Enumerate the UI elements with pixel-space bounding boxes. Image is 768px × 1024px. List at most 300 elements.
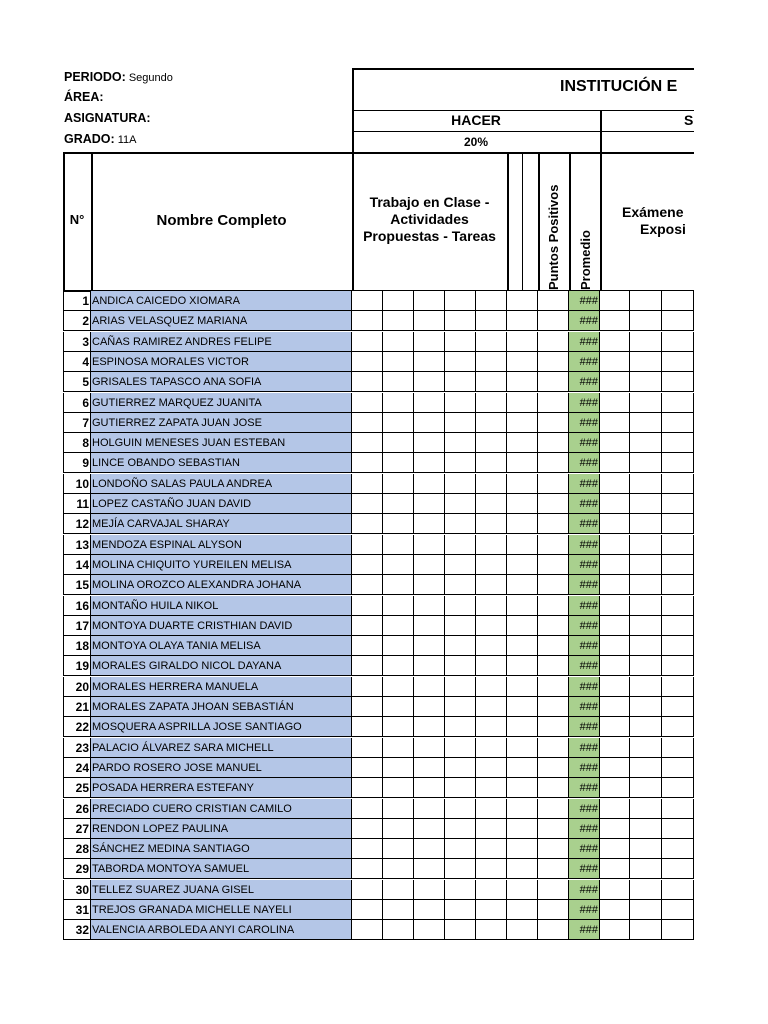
saber-grade-cell[interactable] [600, 636, 630, 656]
student-name[interactable]: MONTOYA DUARTE CRISTHIAN DAVID [91, 616, 352, 636]
student-name[interactable]: PALACIO ÁLVAREZ SARA MICHELL [91, 738, 352, 758]
saber-grade-cell[interactable] [600, 738, 630, 758]
saber-grade-cell[interactable] [600, 575, 630, 595]
student-name[interactable]: MORALES GIRALDO NICOL DAYANA [91, 656, 352, 676]
grade-cell[interactable] [476, 616, 507, 636]
grade-cell[interactable] [507, 555, 538, 575]
saber-grade-cell[interactable] [600, 453, 630, 473]
grade-cell[interactable] [445, 393, 476, 413]
promedio-cell[interactable]: ### [569, 799, 600, 819]
grade-cell[interactable] [383, 677, 414, 697]
promedio-cell[interactable]: ### [569, 433, 600, 453]
grade-cell[interactable] [352, 291, 383, 311]
student-name[interactable]: GUTIERREZ ZAPATA JUAN JOSE [91, 413, 352, 433]
grade-cell[interactable] [383, 616, 414, 636]
saber-grade-cell[interactable] [630, 393, 662, 413]
saber-grade-cell[interactable] [662, 677, 694, 697]
saber-grade-cell[interactable] [662, 656, 694, 676]
grade-cell[interactable] [414, 352, 445, 372]
grade-cell[interactable] [445, 778, 476, 798]
saber-grade-cell[interactable] [662, 596, 694, 616]
saber-grade-cell[interactable] [600, 352, 630, 372]
promedio-cell[interactable]: ### [569, 535, 600, 555]
grade-cell[interactable] [352, 697, 383, 717]
grade-cell[interactable] [383, 291, 414, 311]
promedio-cell[interactable]: ### [569, 413, 600, 433]
promedio-cell[interactable]: ### [569, 596, 600, 616]
saber-grade-cell[interactable] [600, 839, 630, 859]
grade-cell[interactable] [383, 758, 414, 778]
grade-cell[interactable] [383, 372, 414, 392]
grade-cell[interactable] [507, 636, 538, 656]
saber-grade-cell[interactable] [630, 656, 662, 676]
grade-cell[interactable] [383, 839, 414, 859]
grade-cell[interactable] [352, 677, 383, 697]
grade-cell[interactable] [445, 717, 476, 737]
saber-grade-cell[interactable] [600, 372, 630, 392]
grade-cell[interactable] [507, 717, 538, 737]
saber-grade-cell[interactable] [630, 819, 662, 839]
saber-grade-cell[interactable] [600, 900, 630, 920]
grade-cell[interactable] [507, 494, 538, 514]
grade-cell[interactable] [538, 575, 569, 595]
grade-cell[interactable] [383, 656, 414, 676]
grade-cell[interactable] [414, 839, 445, 859]
saber-grade-cell[interactable] [662, 555, 694, 575]
grade-cell[interactable] [383, 778, 414, 798]
grade-cell[interactable] [383, 819, 414, 839]
grade-cell[interactable] [476, 332, 507, 352]
grade-cell[interactable] [538, 656, 569, 676]
saber-grade-cell[interactable] [600, 332, 630, 352]
grade-cell[interactable] [352, 900, 383, 920]
grade-cell[interactable] [507, 880, 538, 900]
saber-grade-cell[interactable] [662, 433, 694, 453]
grade-cell[interactable] [476, 413, 507, 433]
promedio-cell[interactable]: ### [569, 758, 600, 778]
student-name[interactable]: MOLINA OROZCO ALEXANDRA JOHANA [91, 575, 352, 595]
grade-cell[interactable] [414, 799, 445, 819]
grade-cell[interactable] [538, 900, 569, 920]
grade-cell[interactable] [414, 535, 445, 555]
saber-grade-cell[interactable] [662, 514, 694, 534]
grade-cell[interactable] [507, 575, 538, 595]
saber-grade-cell[interactable] [630, 352, 662, 372]
saber-grade-cell[interactable] [662, 738, 694, 758]
grade-cell[interactable] [507, 778, 538, 798]
grade-cell[interactable] [476, 900, 507, 920]
student-name[interactable]: LONDOÑO SALAS PAULA ANDREA [91, 474, 352, 494]
grade-cell[interactable] [352, 352, 383, 372]
promedio-cell[interactable]: ### [569, 575, 600, 595]
promedio-cell[interactable]: ### [569, 474, 600, 494]
student-name[interactable]: GRISALES TAPASCO ANA SOFIA [91, 372, 352, 392]
grade-cell[interactable] [352, 514, 383, 534]
grade-cell[interactable] [507, 839, 538, 859]
grade-cell[interactable] [476, 758, 507, 778]
saber-grade-cell[interactable] [630, 413, 662, 433]
saber-grade-cell[interactable] [662, 616, 694, 636]
grade-cell[interactable] [414, 494, 445, 514]
saber-grade-cell[interactable] [662, 474, 694, 494]
student-name[interactable]: LOPEZ CASTAÑO JUAN DAVID [91, 494, 352, 514]
grade-cell[interactable] [383, 859, 414, 879]
saber-grade-cell[interactable] [600, 819, 630, 839]
grade-cell[interactable] [414, 453, 445, 473]
grade-cell[interactable] [383, 880, 414, 900]
grade-cell[interactable] [507, 413, 538, 433]
saber-grade-cell[interactable] [600, 393, 630, 413]
grade-cell[interactable] [352, 372, 383, 392]
grade-cell[interactable] [445, 880, 476, 900]
grade-cell[interactable] [538, 697, 569, 717]
grade-cell[interactable] [414, 778, 445, 798]
grade-cell[interactable] [352, 453, 383, 473]
promedio-cell[interactable]: ### [569, 839, 600, 859]
grade-cell[interactable] [352, 494, 383, 514]
grade-cell[interactable] [383, 636, 414, 656]
promedio-cell[interactable]: ### [569, 656, 600, 676]
grade-cell[interactable] [352, 778, 383, 798]
grade-cell[interactable] [445, 799, 476, 819]
promedio-cell[interactable]: ### [569, 393, 600, 413]
student-name[interactable]: GUTIERREZ MARQUEZ JUANITA [91, 393, 352, 413]
grade-cell[interactable] [445, 433, 476, 453]
grade-cell[interactable] [538, 393, 569, 413]
grade-cell[interactable] [352, 311, 383, 331]
grade-cell[interactable] [507, 291, 538, 311]
grade-cell[interactable] [383, 596, 414, 616]
saber-grade-cell[interactable] [662, 311, 694, 331]
student-name[interactable]: SÁNCHEZ MEDINA SANTIAGO [91, 839, 352, 859]
grade-cell[interactable] [476, 575, 507, 595]
grade-cell[interactable] [445, 535, 476, 555]
student-name[interactable]: MOSQUERA ASPRILLA JOSE SANTIAGO [91, 717, 352, 737]
grade-cell[interactable] [507, 596, 538, 616]
grade-cell[interactable] [476, 514, 507, 534]
grade-cell[interactable] [476, 535, 507, 555]
grade-cell[interactable] [538, 311, 569, 331]
saber-grade-cell[interactable] [630, 738, 662, 758]
saber-grade-cell[interactable] [600, 413, 630, 433]
grade-cell[interactable] [383, 555, 414, 575]
grade-cell[interactable] [414, 393, 445, 413]
saber-grade-cell[interactable] [662, 778, 694, 798]
grade-cell[interactable] [383, 697, 414, 717]
grade-cell[interactable] [507, 758, 538, 778]
promedio-cell[interactable]: ### [569, 311, 600, 331]
grade-cell[interactable] [352, 535, 383, 555]
student-name[interactable]: RENDON LOPEZ PAULINA [91, 819, 352, 839]
saber-grade-cell[interactable] [662, 819, 694, 839]
grade-cell[interactable] [538, 555, 569, 575]
grade-cell[interactable] [352, 656, 383, 676]
saber-grade-cell[interactable] [662, 372, 694, 392]
saber-grade-cell[interactable] [662, 453, 694, 473]
grade-cell[interactable] [352, 738, 383, 758]
promedio-cell[interactable]: ### [569, 372, 600, 392]
grade-cell[interactable] [476, 839, 507, 859]
grade-cell[interactable] [352, 393, 383, 413]
grade-cell[interactable] [383, 920, 414, 940]
saber-grade-cell[interactable] [662, 535, 694, 555]
saber-grade-cell[interactable] [662, 880, 694, 900]
grade-cell[interactable] [414, 596, 445, 616]
saber-grade-cell[interactable] [630, 636, 662, 656]
grade-cell[interactable] [414, 880, 445, 900]
grade-cell[interactable] [538, 332, 569, 352]
grade-cell[interactable] [414, 819, 445, 839]
grade-cell[interactable] [445, 819, 476, 839]
saber-grade-cell[interactable] [662, 352, 694, 372]
grade-cell[interactable] [414, 291, 445, 311]
grade-cell[interactable] [538, 372, 569, 392]
grade-cell[interactable] [445, 555, 476, 575]
student-name[interactable]: TREJOS GRANADA MICHELLE NAYELI [91, 900, 352, 920]
grade-cell[interactable] [383, 717, 414, 737]
grade-cell[interactable] [414, 656, 445, 676]
promedio-cell[interactable]: ### [569, 453, 600, 473]
grade-cell[interactable] [538, 738, 569, 758]
student-name[interactable]: TABORDA MONTOYA SAMUEL [91, 859, 352, 879]
student-name[interactable]: MEJÍA CARVAJAL SHARAY [91, 514, 352, 534]
saber-grade-cell[interactable] [600, 758, 630, 778]
saber-grade-cell[interactable] [662, 758, 694, 778]
grade-cell[interactable] [383, 311, 414, 331]
student-name[interactable]: TELLEZ SUAREZ JUANA GISEL [91, 880, 352, 900]
grade-cell[interactable] [414, 859, 445, 879]
saber-grade-cell[interactable] [662, 494, 694, 514]
saber-grade-cell[interactable] [662, 575, 694, 595]
grade-cell[interactable] [507, 819, 538, 839]
saber-grade-cell[interactable] [600, 616, 630, 636]
saber-grade-cell[interactable] [630, 920, 662, 940]
grade-cell[interactable] [352, 920, 383, 940]
promedio-cell[interactable]: ### [569, 555, 600, 575]
grade-cell[interactable] [414, 474, 445, 494]
grade-cell[interactable] [507, 311, 538, 331]
grade-cell[interactable] [383, 433, 414, 453]
grade-cell[interactable] [538, 859, 569, 879]
saber-grade-cell[interactable] [630, 778, 662, 798]
grade-cell[interactable] [352, 575, 383, 595]
saber-grade-cell[interactable] [630, 596, 662, 616]
grade-cell[interactable] [414, 332, 445, 352]
promedio-cell[interactable]: ### [569, 352, 600, 372]
grade-cell[interactable] [445, 596, 476, 616]
saber-grade-cell[interactable] [630, 291, 662, 311]
saber-grade-cell[interactable] [630, 433, 662, 453]
saber-grade-cell[interactable] [600, 535, 630, 555]
grade-cell[interactable] [507, 393, 538, 413]
grade-cell[interactable] [352, 332, 383, 352]
saber-grade-cell[interactable] [600, 291, 630, 311]
grade-cell[interactable] [538, 433, 569, 453]
saber-grade-cell[interactable] [600, 799, 630, 819]
student-name[interactable]: MONTOYA OLAYA TANIA MELISA [91, 636, 352, 656]
grade-cell[interactable] [445, 474, 476, 494]
saber-grade-cell[interactable] [630, 880, 662, 900]
promedio-cell[interactable]: ### [569, 494, 600, 514]
grade-cell[interactable] [476, 656, 507, 676]
saber-grade-cell[interactable] [630, 575, 662, 595]
saber-grade-cell[interactable] [662, 636, 694, 656]
saber-grade-cell[interactable] [630, 372, 662, 392]
grade-cell[interactable] [383, 535, 414, 555]
grade-cell[interactable] [445, 291, 476, 311]
saber-grade-cell[interactable] [630, 900, 662, 920]
saber-grade-cell[interactable] [662, 859, 694, 879]
grade-cell[interactable] [383, 575, 414, 595]
grade-cell[interactable] [538, 616, 569, 636]
promedio-cell[interactable]: ### [569, 819, 600, 839]
grade-cell[interactable] [476, 778, 507, 798]
grade-cell[interactable] [414, 920, 445, 940]
saber-grade-cell[interactable] [630, 799, 662, 819]
saber-grade-cell[interactable] [600, 311, 630, 331]
grade-cell[interactable] [445, 920, 476, 940]
grade-cell[interactable] [507, 920, 538, 940]
saber-grade-cell[interactable] [630, 311, 662, 331]
student-name[interactable]: MORALES ZAPATA JHOAN SEBASTIÁN [91, 697, 352, 717]
grade-cell[interactable] [352, 616, 383, 636]
grade-cell[interactable] [538, 291, 569, 311]
grade-cell[interactable] [383, 332, 414, 352]
grade-cell[interactable] [383, 738, 414, 758]
saber-grade-cell[interactable] [600, 880, 630, 900]
promedio-cell[interactable]: ### [569, 859, 600, 879]
grade-cell[interactable] [352, 413, 383, 433]
grade-cell[interactable] [538, 514, 569, 534]
grade-cell[interactable] [476, 596, 507, 616]
student-name[interactable]: HOLGUIN MENESES JUAN ESTEBAN [91, 433, 352, 453]
grade-cell[interactable] [414, 311, 445, 331]
grade-cell[interactable] [445, 332, 476, 352]
student-name[interactable]: VALENCIA ARBOLEDA ANYI CAROLINA [91, 920, 352, 940]
student-name[interactable]: MONTAÑO HUILA NIKOL [91, 596, 352, 616]
grade-cell[interactable] [414, 717, 445, 737]
grade-cell[interactable] [445, 859, 476, 879]
grade-cell[interactable] [445, 311, 476, 331]
saber-grade-cell[interactable] [662, 697, 694, 717]
grade-cell[interactable] [507, 514, 538, 534]
grade-cell[interactable] [476, 697, 507, 717]
saber-grade-cell[interactable] [600, 433, 630, 453]
saber-grade-cell[interactable] [630, 859, 662, 879]
grade-cell[interactable] [538, 758, 569, 778]
promedio-cell[interactable]: ### [569, 880, 600, 900]
grade-cell[interactable] [538, 494, 569, 514]
promedio-cell[interactable]: ### [569, 900, 600, 920]
student-name[interactable]: POSADA HERRERA ESTEFANY [91, 778, 352, 798]
grade-cell[interactable] [538, 453, 569, 473]
saber-grade-cell[interactable] [662, 332, 694, 352]
grade-cell[interactable] [352, 555, 383, 575]
saber-grade-cell[interactable] [630, 677, 662, 697]
grade-cell[interactable] [507, 859, 538, 879]
grade-cell[interactable] [476, 677, 507, 697]
grade-cell[interactable] [414, 697, 445, 717]
grade-cell[interactable] [414, 433, 445, 453]
saber-grade-cell[interactable] [600, 474, 630, 494]
saber-grade-cell[interactable] [662, 839, 694, 859]
grade-cell[interactable] [352, 717, 383, 737]
grade-cell[interactable] [476, 819, 507, 839]
student-name[interactable]: ANDICA CAICEDO XIOMARA [91, 291, 352, 311]
grade-cell[interactable] [476, 717, 507, 737]
promedio-cell[interactable]: ### [569, 697, 600, 717]
saber-grade-cell[interactable] [662, 900, 694, 920]
grade-cell[interactable] [383, 474, 414, 494]
saber-grade-cell[interactable] [600, 596, 630, 616]
student-name[interactable]: ESPINOSA MORALES VICTOR [91, 352, 352, 372]
grade-cell[interactable] [383, 900, 414, 920]
grade-cell[interactable] [538, 778, 569, 798]
promedio-cell[interactable]: ### [569, 616, 600, 636]
grade-cell[interactable] [507, 332, 538, 352]
grade-cell[interactable] [507, 677, 538, 697]
saber-grade-cell[interactable] [600, 555, 630, 575]
grade-cell[interactable] [445, 697, 476, 717]
grade-cell[interactable] [383, 352, 414, 372]
grade-cell[interactable] [538, 413, 569, 433]
grade-cell[interactable] [414, 514, 445, 534]
grade-cell[interactable] [383, 799, 414, 819]
grade-cell[interactable] [383, 494, 414, 514]
saber-grade-cell[interactable] [600, 859, 630, 879]
grade-cell[interactable] [414, 575, 445, 595]
grade-cell[interactable] [507, 372, 538, 392]
grade-cell[interactable] [352, 758, 383, 778]
student-name[interactable]: MENDOZA ESPINAL ALYSON [91, 535, 352, 555]
grade-cell[interactable] [476, 352, 507, 372]
grade-cell[interactable] [445, 514, 476, 534]
grade-cell[interactable] [538, 717, 569, 737]
student-name[interactable]: PARDO ROSERO JOSE MANUEL [91, 758, 352, 778]
grade-cell[interactable] [476, 880, 507, 900]
grade-cell[interactable] [414, 758, 445, 778]
saber-grade-cell[interactable] [662, 799, 694, 819]
saber-grade-cell[interactable] [630, 453, 662, 473]
grade-cell[interactable] [445, 738, 476, 758]
saber-grade-cell[interactable] [662, 413, 694, 433]
promedio-cell[interactable]: ### [569, 677, 600, 697]
grade-cell[interactable] [507, 433, 538, 453]
grade-cell[interactable] [445, 677, 476, 697]
promedio-cell[interactable]: ### [569, 291, 600, 311]
grade-cell[interactable] [538, 352, 569, 372]
promedio-cell[interactable]: ### [569, 738, 600, 758]
grade-cell[interactable] [414, 738, 445, 758]
saber-grade-cell[interactable] [630, 332, 662, 352]
saber-grade-cell[interactable] [662, 920, 694, 940]
grade-cell[interactable] [538, 819, 569, 839]
grade-cell[interactable] [476, 372, 507, 392]
grade-cell[interactable] [352, 819, 383, 839]
grade-cell[interactable] [383, 393, 414, 413]
grade-cell[interactable] [476, 433, 507, 453]
grade-cell[interactable] [414, 900, 445, 920]
saber-grade-cell[interactable] [600, 697, 630, 717]
saber-grade-cell[interactable] [630, 514, 662, 534]
promedio-cell[interactable]: ### [569, 332, 600, 352]
grade-cell[interactable] [538, 535, 569, 555]
grade-cell[interactable] [507, 616, 538, 636]
promedio-cell[interactable]: ### [569, 920, 600, 940]
student-name[interactable]: ARIAS VELASQUEZ MARIANA [91, 311, 352, 331]
saber-grade-cell[interactable] [600, 677, 630, 697]
grade-cell[interactable] [476, 799, 507, 819]
